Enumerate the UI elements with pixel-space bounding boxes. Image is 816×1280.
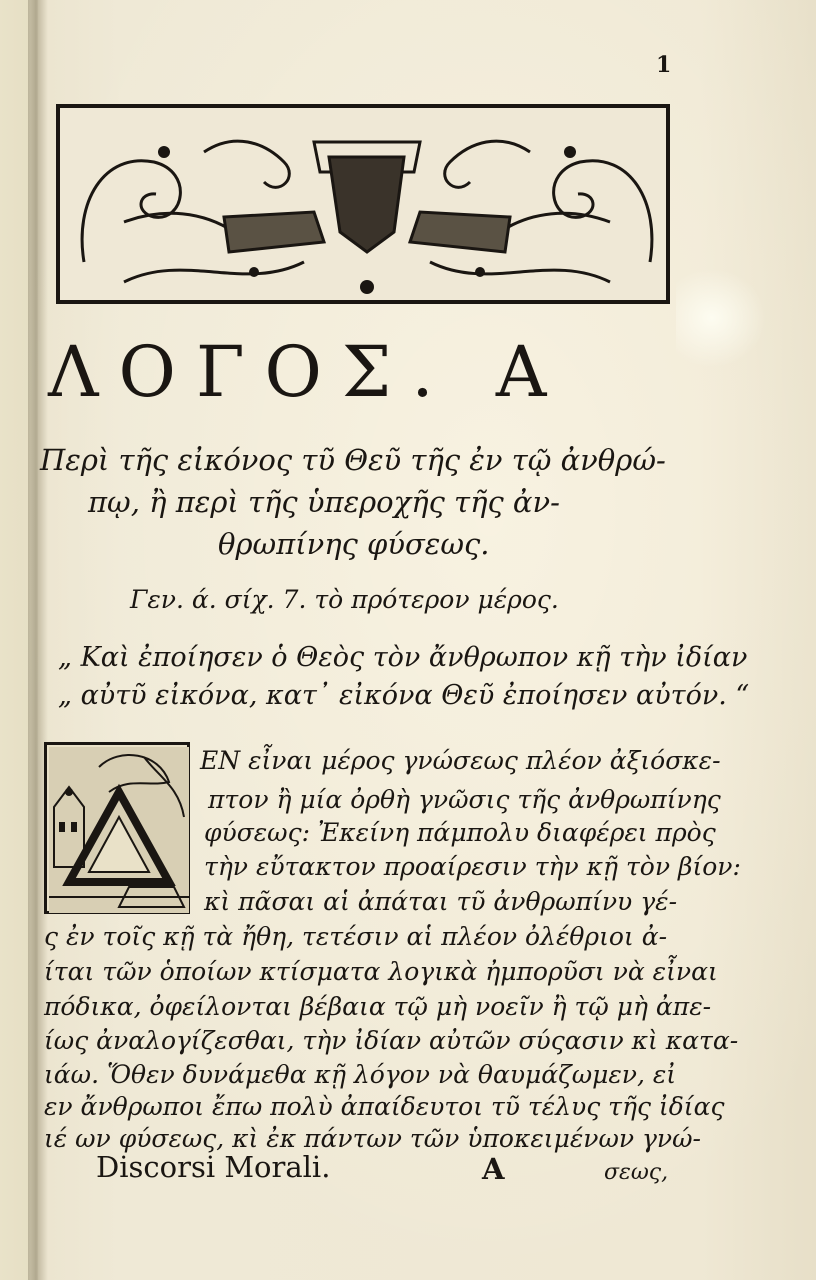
body-line-8: πόδικα, ὀφείλονται βέβαια τῷ μὴ νοεῖν ἢ τῷ μὴ ἀπε- bbox=[44, 992, 712, 1021]
subtitle-line-1: Περὶ τῆς εἰκόνος τῦ Θεῦ τῆς ἐν τῷ ἀνθρώ- bbox=[40, 443, 666, 477]
body-line-10: ιάω. Ὅθεν δυνάμεθα κῇ λόγον νὰ θαυμάζωμεν, εἰ bbox=[44, 1060, 677, 1089]
running-footer-title: Discorsi Morali. bbox=[96, 1150, 331, 1184]
page-number: 1 bbox=[656, 52, 672, 78]
subtitle-line-2: πῳ, ἢ περὶ τῆς ὑπεροχῆς τῆς ἀν- bbox=[88, 485, 560, 519]
drop-cap-woodcut bbox=[44, 742, 190, 914]
body-line-11: εν ἄνθρωποι ἔπω πολὺ ἀπαίδευτοι τῦ τέλυς τῆς ἰδίας bbox=[44, 1092, 725, 1121]
catchword: σεως, bbox=[604, 1160, 669, 1185]
scripture-reference: Γεν. ά. σίχ. 7. τὸ πρότερον μέρος. bbox=[130, 585, 559, 614]
body-line-3: φύσεως: Ἐκείνη πάμπολυ διαφέρει πρὸς bbox=[204, 818, 716, 847]
quote-line-2: „ αὐτῦ εἰκόνα, κατ᾽ εἰκόνα Θεῦ ἐποίησεν αὐτόν. “ bbox=[58, 680, 750, 711]
binding-gutter bbox=[28, 0, 38, 1280]
body-line-1: ΕΝ εἶναι μέρος γνώσεως πλέον ἀξιόσκε- bbox=[200, 746, 721, 775]
subtitle-line-3: θρωπίνης φύσεως. bbox=[218, 527, 490, 561]
quote-line-1: „ Καὶ ἐποίησεν ὁ Θεὸς τὸν ἄνθρωπον κῇ τὴν ἰδίαν bbox=[58, 642, 748, 673]
body-line-12: ιέ ων φύσεως, κὶ ἐκ πάντων τῶν ὑποκειμένων γνώ- bbox=[44, 1124, 701, 1153]
paper-damage bbox=[676, 268, 766, 368]
body-line-6: ς ἐν τοῖς κῇ τὰ ἤθη, τετέσιν αἱ πλέον ὀλέθριοι ἀ- bbox=[44, 922, 668, 951]
chapter-title: ΛΟΓΟΣ. Α bbox=[48, 331, 567, 413]
body-line-2: πτον ἢ μία ὀρθὴ γνῶσις τῆς ἀνθρωπίνης bbox=[208, 785, 721, 814]
body-line-9: ίως ἀναλογίζεσθαι, τὴν ἰδίαν αὐτῶν σύςασιν κὶ κατα- bbox=[44, 1026, 739, 1055]
body-line-7: ίται τῶν ὁποίων κτίσματα λογικὰ ἠμπορῦσι νὰ εἶναι bbox=[44, 957, 718, 986]
signature-mark: A bbox=[482, 1152, 505, 1186]
headpiece-ornament bbox=[56, 104, 670, 304]
body-line-5: κὶ πᾶσαι αἱ ἀπάται τῦ ἀνθρωπίνυ γέ- bbox=[204, 887, 678, 916]
body-line-4: τὴν εὔτακτον προαίρεσιν τὴν κῇ τὸν βίον: bbox=[204, 852, 741, 881]
